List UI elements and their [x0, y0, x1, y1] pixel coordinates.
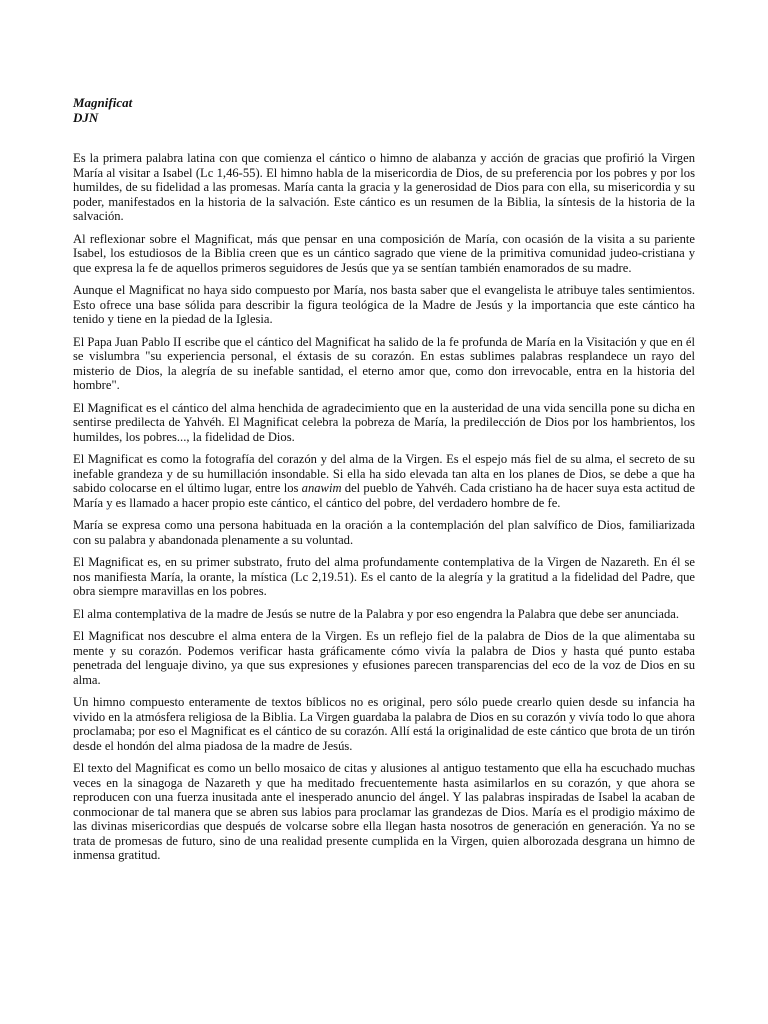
paragraph: El Magnificat es el cántico del alma henchida de agradecimiento que en la austeridad de una vida sencilla pone su dicha en sentirse predilecta de Yahvéh. El Magnificat celebra la pobreza de María, la predilección de Dios por los hambrientos, los humildes, los pobres..., la fidelidad de Dios.	[73, 400, 695, 444]
document-header	[73, 95, 695, 125]
paragraph	[73, 452, 695, 510]
italic-term: anawim	[301, 481, 342, 495]
paragraph: Es la primera palabra latina con que comienza el cántico o himno de alabanza y acción de gracias que profirió la Virgen María al visitar a Isabel (Lc 1,46-55). El himno habla de la misericordia de Dios, de su preferencia por los pobres y por los humildes, de su fidelidad a las promesas. María canta la gracia y la generosidad de Dios para con ella, su misericordia y su poder, manifestados en la historia de la salvación. Este cántico es un resumen de la Biblia, la síntesis de la historia de la salvación.	[73, 151, 695, 223]
document-author: DJN	[73, 110, 99, 125]
paragraph: El Magnificat nos descubre el alma entera de la Virgen. Es un reflejo fiel de la palabra de Dios de la que alimentaba su mente y su corazón. Podemos verificar hasta gráficamente cómo vivía la palabra de Dios y hasta qué punto estaba penetrada del lenguaje divino, ya que sus expresiones y efusiones parecen transparencias del eco de la voz de Dios en su alma.	[73, 629, 695, 687]
document-title: Magnificat	[73, 95, 133, 110]
paragraph: El texto del Magnificat es como un bello mosaico de citas y alusiones al antiguo testamento que ella ha escuchado muchas veces en la sinagoga de Nazareth y que ha meditado frecuentemente hasta asimilarlos en su corazón, y que ahora se reproducen con una fuerza inusitada ante el inesperado anuncio del ángel. Y las palabras inspiradas de Isabel la acaban de conmocionar de tal manera que se abren sus labios para proclamar las grandezas de Dios. María es el prodigio máximo de las divinas misericordias que después de volcarse sobre ella llegan hasta nosotros de generación en generación. Ya no se trata de promesas de futuro, sino de una realidad presente cumplida en la Virgen, quien alborozada desgrana un himno de inmensa gratitud.	[73, 761, 695, 862]
paragraph: Aunque el Magnificat no haya sido compuesto por María, nos basta saber que el evangelista le atribuye tales sentimientos. Esto ofrece una base sólida para describir la figura teológica de la Madre de Jesús y la importancia que este cántico ha tenido y tiene en la piedad de la Iglesia.	[73, 283, 695, 326]
paragraph: El Papa Juan Pablo II escribe que el cántico del Magnificat ha salido de la fe profunda de María en la Visitación y que en él se vislumbra "su experiencia personal, el éxtasis de su corazón. En estas sublimes palabras resplandece un rayo del misterio de Dios, la alegría de su inefable santidad, el eterno amor que, como don irrevocable, entra en la historia del hombre".	[73, 334, 695, 392]
paragraph-text: del pueblo de Yahvéh. Cada cristiano ha de hacer suya esta actitud de María y es llamado a hacer propio este cántico, el cántico del pobre, del verdadero hombre de fe.	[73, 481, 695, 510]
paragraph: El alma contemplativa de la madre de Jesús se nutre de la Palabra y por eso engendra la Palabra que debe ser anunciada.	[73, 606, 680, 621]
paragraph: Un himno compuesto enteramente de textos bíblicos no es original, pero sólo puede crearlo quien desde su infancia ha vivido en la atmósfera religiosa de la Biblia. La Virgen guardaba la palabra de Dios en su corazón y vivía todo lo que ahora proclamaba; por eso el Magnificat es el cántico de su corazón. Allí está la originalidad de este cántico que brota de un tirón desde el hondón del alma piadosa de la madre de Jesús.	[73, 695, 695, 753]
paragraph: María se expresa como una persona habituada en la oración a la contemplación del plan salvífico de Dios, familiarizada con su palabra y abandonada plenamente a su voluntad.	[73, 518, 695, 547]
paragraph: El Magnificat es, en su primer substrato, fruto del alma profundamente contemplativa de la Virgen de Nazareth. En él se nos manifiesta María, la orante, la mística (Lc 2,19.51). Es el canto de la alegría y la gratitud a la fidelidad del Padre, que obra siempre maravillas en los pobres.	[73, 555, 695, 598]
paragraph: Al reflexionar sobre el Magnificat, más que pensar en una composición de María, con ocasión de la visita a su pariente Isabel, los estudiosos de la Biblia creen que es un cántico sagrado que viene de la primitiva comunidad judeo-cristiana y que expresa la fe de aquellos primeros seguidores de Jesús que ya se sentían también enamorados de su madre.	[73, 231, 695, 275]
document-body	[73, 151, 695, 863]
paragraph-text: El Magnificat es como la fotografía del corazón y del alma de la Virgen. Es el espejo más fiel de su alma, el secreto de su inefable grandeza y de su humillación insondable. Si ella ha sido elevada tan alta en los planes de Dios, se debe a que ha sabido colocarse en el último lugar, entre los	[73, 452, 695, 495]
